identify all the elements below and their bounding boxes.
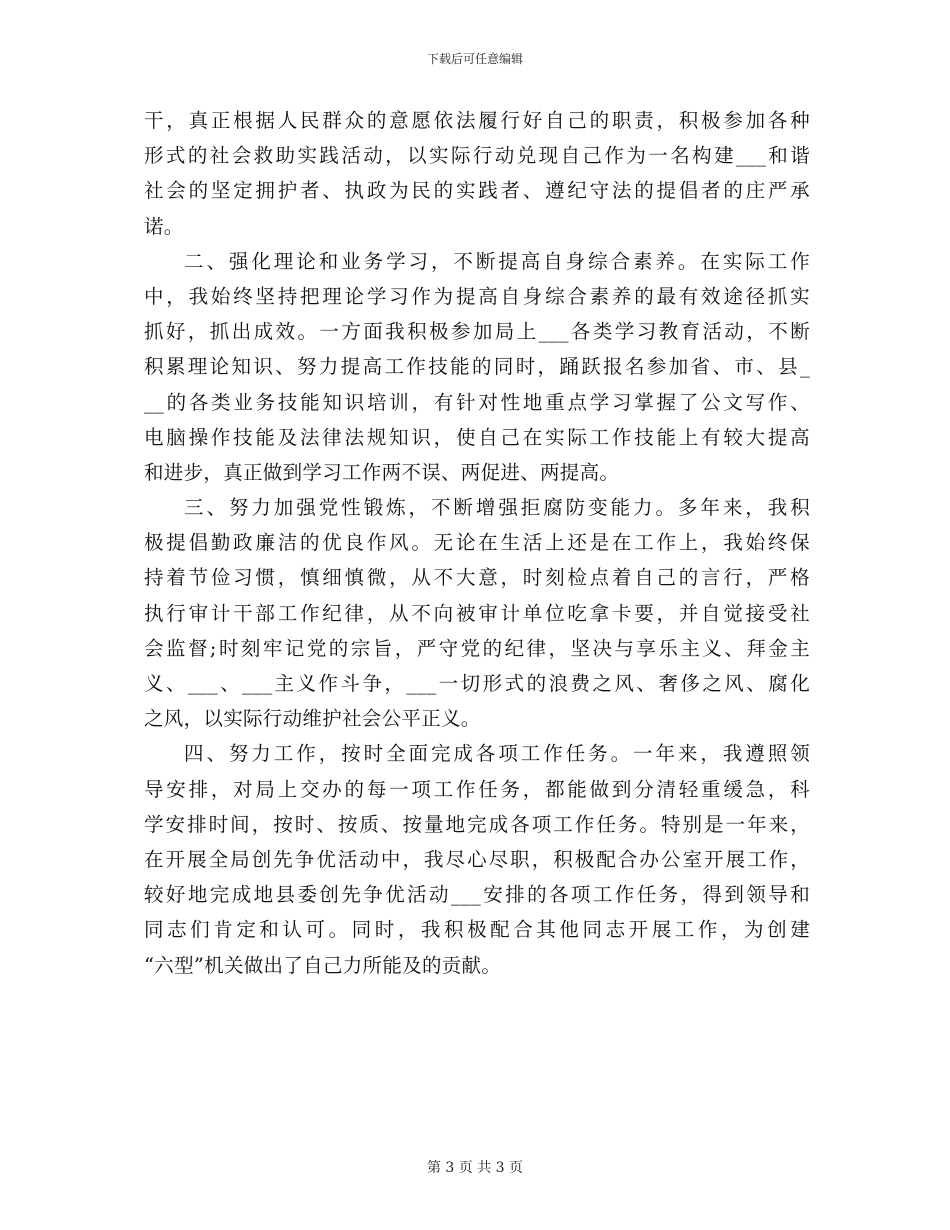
text-line: 学安排时间，按时、按质、按量地完成各项工作任务。特别是一年来， — [144, 812, 810, 836]
text-line: 较好地完成地县委创先争优活动___安排的各项工作任务，得到领导和 — [144, 883, 810, 907]
text-line: 会监督;时刻牢记党的宗旨，严守党的纪律，坚决与享乐主义、拜金主 — [144, 636, 810, 660]
text-line: 干，真正根据人民群众的意愿依法履行好自己的职责，积极参加各种 — [144, 109, 810, 132]
paragraph-start-line: 四、努力工作，按时全面完成各项工作任务。一年来，我遵照领 — [184, 742, 810, 766]
text-line: 极提倡勤政廉洁的优良作风。无论在生活上还是在工作上，我始终保 — [144, 531, 810, 555]
text-line: 社会的坚定拥护者、执政为民的实践者、遵纪守法的提倡者的庄严承 — [144, 179, 810, 203]
text-line: 电脑操作技能及法律法规知识，使自己在实际工作技能上有较大提高 — [144, 425, 810, 449]
text-line: 形式的社会救助实践活动，以实际行动兑现自己作为一名构建___和谐 — [144, 144, 810, 168]
page-header: 下载后可任意编辑 — [426, 52, 523, 66]
text-line: 持着节俭习惯，慎细慎微，从不大意，时刻检点着自己的言行，严格 — [144, 566, 810, 590]
text-line: 抓好，抓出成效。一方面我积极参加局上___各类学习教育活动，不断 — [144, 320, 810, 344]
text-line: 执行审计干部工作纪律，从不向被审计单位吃拿卡要，并自觉接受社 — [144, 601, 810, 625]
page-footer: 第 3 页 共 3 页 — [426, 1160, 524, 1176]
text-line: 和进步，真正做到学习工作两不误、两促进、两提高。 — [144, 460, 620, 484]
text-line: 之风，以实际行动维护社会公平正义。 — [144, 707, 481, 731]
text-line: 积累理论知识、努力提高工作技能的同时，踊跃报名参加省、市、县_ — [144, 355, 810, 379]
document-body — [144, 103, 810, 983]
text-line: 在开展全局创先争优活动中，我尽心尽职，积极配合办公室开展工作， — [144, 847, 810, 871]
text-line: 同志们肯定和认可。同时，我积极配合其他同志开展工作，为创建 — [144, 918, 810, 942]
text-line: “六型”机关做出了自己力所能及的贡献。 — [144, 953, 502, 977]
text-line: 义、___、___主义作斗争，___一切形式的浪费之风、奢侈之风、腐化 — [144, 672, 810, 695]
text-line: __的各类业务技能知识培训，有针对性地重点学习掌握了公文写作、 — [144, 390, 810, 414]
paragraph-start-line: 二、强化理论和业务学习，不断提高自身综合素养。在实际工作 — [184, 249, 810, 273]
text-line: 中，我始终坚持把理论学习作为提高自身综合素养的最有效途径抓实 — [144, 284, 810, 308]
text-line: 导安排，对局上交办的每一项工作任务，都能做到分清轻重缓急，科 — [144, 777, 810, 801]
paragraph-start-line: 三、努力加强党性锻炼，不断增强拒腐防变能力。多年来，我积 — [184, 496, 810, 520]
text-line: 诺。 — [144, 214, 184, 238]
